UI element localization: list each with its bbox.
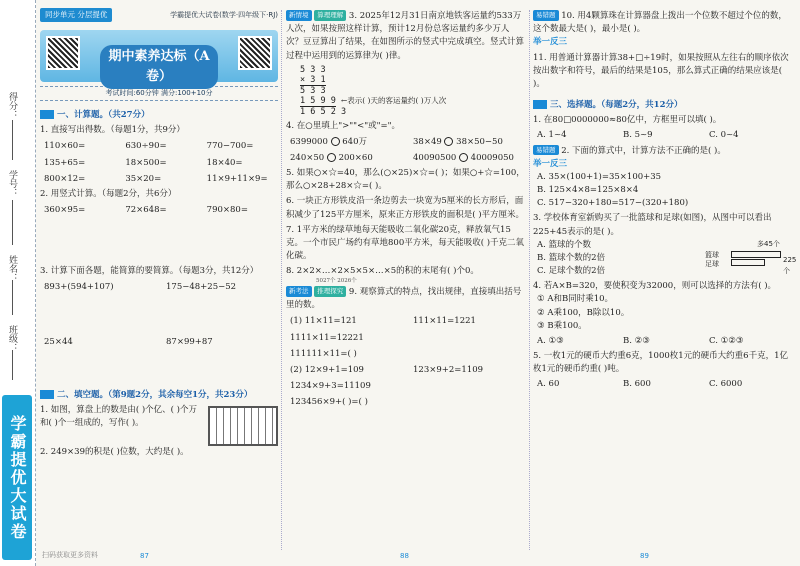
id-line xyxy=(12,200,13,245)
column-divider xyxy=(281,10,282,550)
options: A. 60 B. 600 C. 6000 xyxy=(537,379,743,390)
options: A. 1~4 B. 5~9 C. 0~4 xyxy=(537,130,739,141)
score-line xyxy=(12,120,13,160)
class-line xyxy=(12,350,13,380)
calc-row: 800×12= 35×20= 11×9+11×9= xyxy=(44,173,268,184)
question: 7. 1平方米的绿草地每天能吸收二氧化碳20克，释放氧气15克。一个市民广场约有草地800平方米，每天能吸收( )千克二氧化碳。 xyxy=(286,224,525,262)
section-tag-icon xyxy=(40,110,54,119)
question: 新情境 算理理解 3. 2025年12月31日南京地铁客运量约533万人次，如果按照这样计算，预计12月份总客运量约多少万人次？豆豆算出了结果，在如图所示的竖式中完成填空。竖式计算过程中运用到的运算律为( )律。 xyxy=(286,11,525,61)
extension-link[interactable]: 举一反三 xyxy=(533,158,568,169)
question: 3. 学校体育室新购买了一批篮球和足球(如图)，从图中可以看出225+45表示的是( )。 xyxy=(533,213,772,237)
pattern-row: 1234×9+3=11109 xyxy=(290,381,371,392)
option[interactable]: A. 篮球的个数 xyxy=(537,239,592,250)
question: 易错题 10. 用4颗算珠在计算器盘上拨出一个位数不超过个位的数，这个数最大是( )，最小是( )。 xyxy=(533,11,787,35)
option[interactable]: B. 125×4×8=125×8×4 xyxy=(537,185,639,196)
question: 1. 在80□0000000≈80亿中，方框里可以填( )。 xyxy=(533,115,722,126)
option[interactable]: A. 35×(100+1)=35×100+35 xyxy=(537,171,662,182)
section-heading: 二、填空题。（第9题2分，其余每空1分，共23分） xyxy=(40,389,278,402)
calc-row: 25×44 87×99+87 xyxy=(44,336,213,347)
header-series: 学霸提优大试卷(数学·四年级下·RJ) xyxy=(170,11,278,19)
pattern-row: 111111×11=( ) xyxy=(290,348,357,359)
option[interactable]: C. 517−320+180=517−(320+180) xyxy=(537,198,689,209)
column-divider xyxy=(529,10,530,550)
class-label: 班级： xyxy=(7,325,17,352)
compare-circle[interactable] xyxy=(327,153,336,162)
extension-link[interactable]: 举一反三 xyxy=(533,37,568,48)
vertical-calculation: 5 3 3 × 3 1 5 3 3 1 5 9 9 ←表示( )天的客运量约( )万人次 1 6 5 2 3 xyxy=(300,64,447,118)
compare-row: 240×50 200×60 40090500 40009050 xyxy=(290,152,514,163)
page-number: 89 xyxy=(640,552,649,560)
column-1 xyxy=(40,8,278,459)
calc-row: 360×95= 72×648= 790×80= xyxy=(44,205,248,216)
question: 2. 249×39的积是( )位数，大约是( )。 xyxy=(40,446,189,457)
option[interactable]: B. 篮球个数的2倍 xyxy=(537,252,606,263)
question: 1. 如图，算盘上的数是由( )个亿、( )个万和( )个一组成的，写作( )。 xyxy=(40,404,278,430)
answer-space xyxy=(40,295,278,333)
question-subscript: 5027个 2026个 xyxy=(316,277,357,284)
footer-note: 扫码获取更多资料 xyxy=(42,551,98,559)
question: 6. 一块正方形铁皮沿一条边剪去一块宽为5厘米的长方形后，面积减少了125平方厘米，原来正方形铁皮的面积是( )平方厘米。 xyxy=(286,196,525,220)
question: 1. 直接写出得数。（每题1分，共9分） xyxy=(40,125,185,136)
section-tag-icon xyxy=(533,100,547,109)
calc-row: 135+65= 18×500= 18×40= xyxy=(44,157,243,168)
question: 2. 用竖式计算。（每题2分，共6分） xyxy=(40,188,177,199)
question: 3. 计算下面各题，能简算的要简算。（每题3分，共12分） xyxy=(40,266,259,277)
statement: ① A和B同时乘10。 xyxy=(537,294,614,305)
answer-space xyxy=(40,349,278,381)
section-heading: 三、选择题。（每题2分，共12分） xyxy=(533,99,795,112)
question: 5. 如果○×☆=40，那么(○×25)×☆=( )；如果○+☆=100，那么○×28+28×☆=( )。 xyxy=(286,168,525,192)
line-segment-diagram: 多45个 篮球 足球 225个 xyxy=(705,239,797,275)
calc-row: 893+(594+107) 175−48+25−52 xyxy=(44,282,237,293)
binding-strip xyxy=(0,0,36,566)
section-heading: 一、计算题。（共27分） xyxy=(40,109,278,122)
question: 5. 一枚1元的硬币大约重6克，1000枚1元的硬币大约重6千克，1亿枚1元的硬币约重( )吨。 xyxy=(533,351,788,375)
exam-title: 期中素养达标（A卷） xyxy=(100,45,218,89)
pattern-row: (1) 11×11=121 111×11=1221 xyxy=(290,316,476,327)
abacus-image xyxy=(208,406,278,446)
question: 8. 2×2×…×2×5×5×…×5的积的末尾有( )个0。 xyxy=(286,266,479,277)
question: 新考法 推理探究 9. 观察算式的特点，找出规律，直接填出括号里的数。 xyxy=(286,287,522,311)
question: 易错题 2. 下面的算式中，计算方法不正确的是( )。 xyxy=(533,145,795,158)
page-number: 88 xyxy=(400,552,409,560)
qr-code-icon[interactable] xyxy=(238,36,272,70)
statement: ② A乘100，B除以10。 xyxy=(537,307,630,318)
compare-circle[interactable] xyxy=(444,137,453,146)
page-number: 87 xyxy=(140,552,149,560)
statement: ③ B乘100。 xyxy=(537,320,587,331)
options: A. ①③ B. ②③ C. ①②③ xyxy=(537,335,744,346)
exam-info: 考试时间:60分钟 满分:100+10分 xyxy=(40,86,278,101)
section-tag-icon xyxy=(40,390,54,399)
column-2 xyxy=(286,8,526,409)
pattern-row: 123456×9+( )=( ) xyxy=(290,397,368,408)
qr-code-icon[interactable] xyxy=(46,36,80,70)
compare-circle[interactable] xyxy=(331,137,340,146)
student-id-label: 学号： xyxy=(7,170,17,197)
brand-bar: 学霸提优大试卷 xyxy=(2,395,32,560)
column-3 xyxy=(533,8,795,392)
question: 4. 在○里填上">""<"或"="。 xyxy=(286,120,401,131)
name-label: 姓名： xyxy=(7,255,17,282)
calc-row: 110×60= 630÷90= 770−700= xyxy=(44,141,254,152)
pattern-row: 1111×11=12221 xyxy=(290,332,364,343)
answer-space xyxy=(40,217,278,263)
pattern-row: (2) 12×9+1=109 123×9+2=1109 xyxy=(290,364,484,375)
option[interactable]: C. 足球个数的2倍 xyxy=(537,266,606,277)
name-line xyxy=(12,280,13,315)
score-label: 得分： xyxy=(7,92,17,119)
question: 11. 用普通计算器计算38+□÷19时，如果按照从左往右的顺序依次按出数字和符号，最后的结果是105，那么算式正确的结果应该是( )。 xyxy=(533,52,789,89)
compare-circle[interactable] xyxy=(459,153,468,162)
question: 4. 若A×B=320，要使积变为32000，则可以选择的方法有( )。 xyxy=(533,281,777,292)
header-badge: 同步单元 分层提优 xyxy=(40,8,112,22)
compare-row: 6399000 640万 38×49 38×50−50 xyxy=(290,136,503,147)
title-banner xyxy=(40,30,278,85)
